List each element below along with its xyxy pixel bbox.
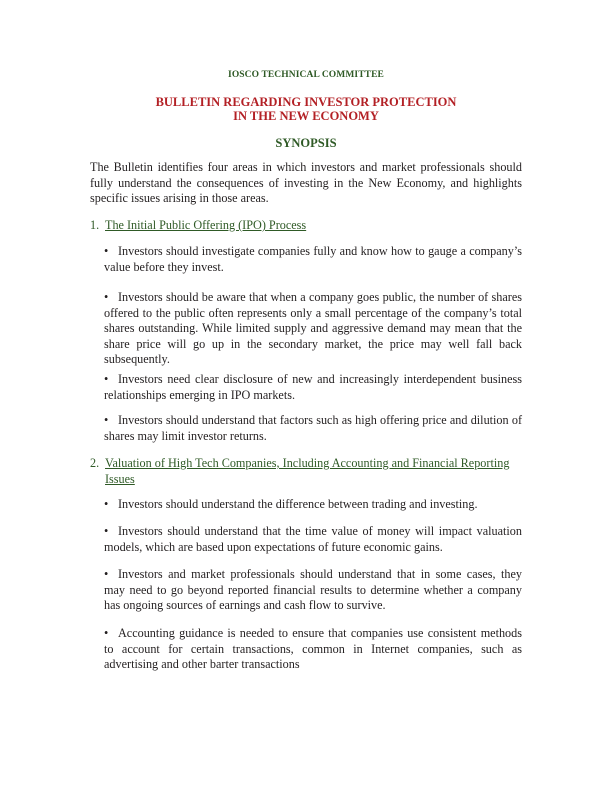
bullet-icon: •: [104, 497, 109, 511]
bullet-text: Investors should understand that the time value of money will impact valuation models, which are based upon expectations of future economic gains.: [104, 524, 522, 554]
bullet-icon: •: [104, 244, 109, 258]
bullet-item: [104, 626, 522, 673]
bulletin-title: [0, 95, 612, 123]
bullet-text: Investors should understand the difference between trading and investing.: [118, 497, 478, 511]
bullet-icon: •: [104, 567, 109, 581]
section-title: The Initial Public Offering (IPO) Process: [105, 218, 307, 232]
section-number: 1.: [90, 218, 100, 232]
bullet-item: [104, 244, 522, 275]
section-heading-2: [90, 456, 522, 487]
bullet-text: Accounting guidance is needed to ensure that companies use consistent methods to account for certain transactions, common in Internet companies, such as advertising and other barter transactions: [104, 626, 522, 672]
bullet-text: Investors should be aware that when a company goes public, the number of shares offered to the public often represents only a small percentage of the company’s total shares outstanding. While limited supply and aggressive demand may mean that the share price will go up in the secondary market, the price may well fall back subsequently.: [104, 290, 522, 367]
bullet-item: [104, 524, 522, 555]
bullet-item: [104, 413, 522, 444]
bullet-icon: •: [104, 626, 109, 640]
bullet-item: [104, 372, 522, 403]
bullet-text: Investors should understand that factors such as high offering price and dilution of shares may limit investor returns.: [104, 413, 522, 443]
section-heading-1: [90, 218, 522, 234]
synopsis-heading: SYNOPSIS: [275, 136, 337, 150]
bullet-icon: •: [104, 290, 109, 304]
intro-paragraph: The Bulletin identifies four areas in which investors and market professionals should fully understand the consequences of investing in the New Economy, and highlights specific issues arising in those areas.: [90, 160, 522, 206]
bullet-text: Investors need clear disclosure of new and increasingly interdependent business relationships emerging in IPO markets.: [104, 372, 522, 402]
bullet-item: [104, 290, 522, 368]
bulletin-title-line-1: BULLETIN REGARDING INVESTOR PROTECTION: [155, 95, 457, 109]
section-title: Valuation of High Tech Companies, Including Accounting and Financial Reporting Issues: [105, 456, 510, 486]
bullet-item: [104, 497, 522, 513]
bullet-text: Investors should investigate companies fully and know how to gauge a company’s value before they invest.: [104, 244, 522, 274]
bullet-text: Investors and market professionals should understand that in some cases, they may need to go beyond reported financial results to determine whether a company has ongoing sources of earnings and cash flow to survive.: [104, 567, 522, 613]
bullet-icon: •: [104, 524, 109, 538]
bullet-icon: •: [104, 372, 109, 386]
section-number: 2.: [90, 456, 100, 470]
bulletin-title-line-2: IN THE NEW ECONOMY: [233, 109, 379, 123]
bullet-icon: •: [104, 413, 109, 427]
committee-name: IOSCO TECHNICAL COMMITTEE: [228, 70, 384, 80]
bullet-item: [104, 567, 522, 614]
